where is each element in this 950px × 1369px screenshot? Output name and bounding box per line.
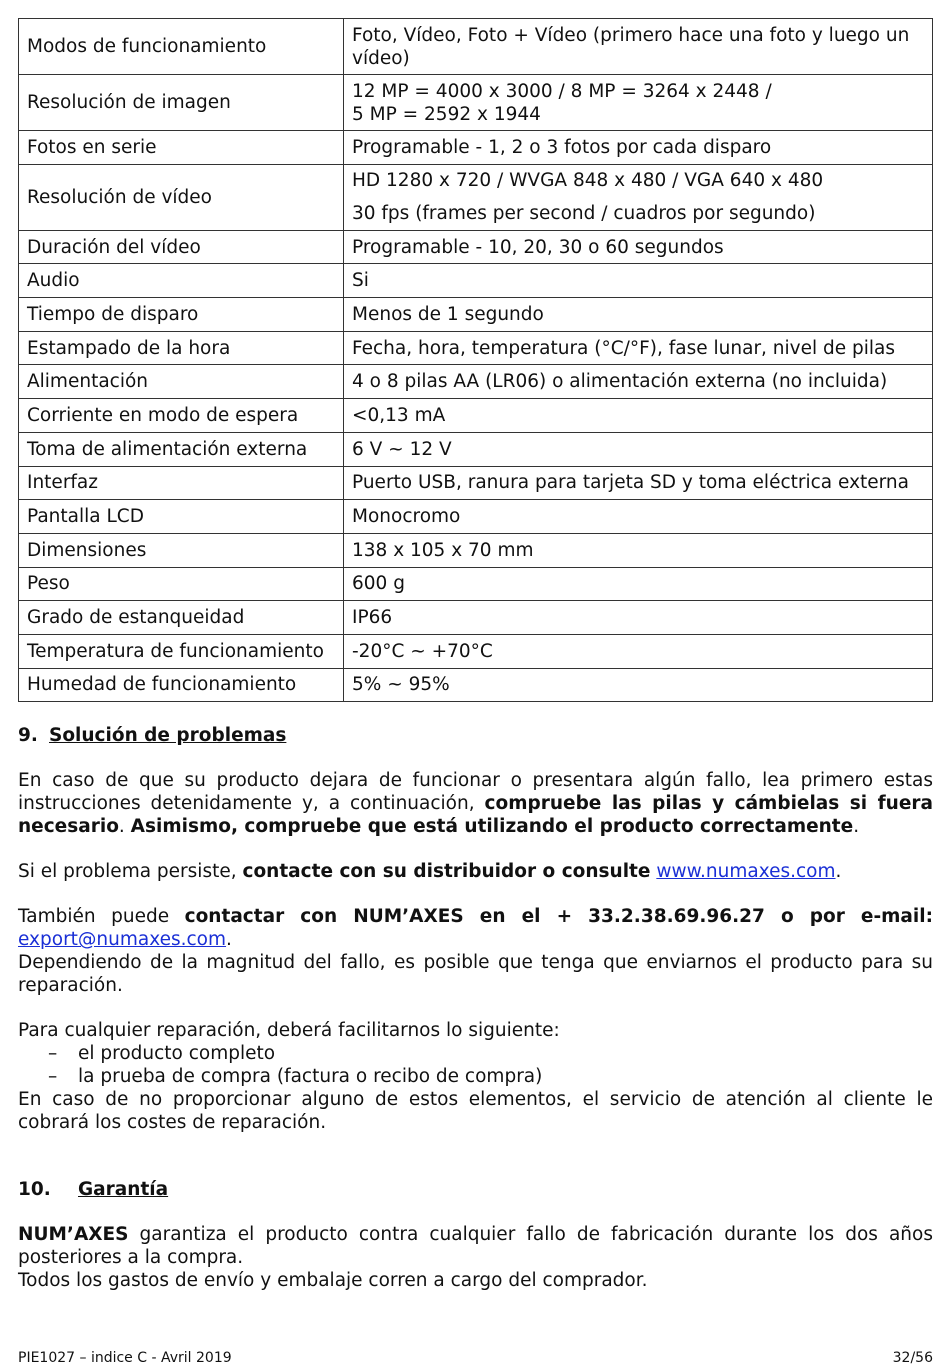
troubleshooting-paragraph-3 [18,905,933,951]
table-row [19,533,933,567]
table-row [19,264,933,298]
table-row [19,399,933,433]
spec-value [344,432,933,466]
spec-label: Alimentación [19,365,344,399]
list-item-text: el producto completo [78,1043,276,1065]
spec-value [344,365,933,399]
list-item [48,1042,933,1065]
table-row [19,19,933,75]
table-row [19,668,933,702]
page-number: 32/56 [892,1350,933,1366]
troubleshooting-paragraph-5: Para cualquier reparación, deberá facilitarnos lo siguiente: [18,1020,560,1042]
section-10-number: 10. [18,1179,51,1201]
text-run: . [118,816,131,838]
document-reference: PIE1027 – indice C - Avril 2019 [18,1350,232,1366]
spec-value-line: -20°C ~ +70°C [352,640,493,662]
spec-value-line: Programable - 1, 2 o 3 fotos por cada disparo [352,136,772,158]
table-row [19,601,933,635]
table-row [19,466,933,500]
repair-requirements-list [18,1042,933,1088]
spec-value [344,19,933,75]
spec-value-line: Foto, Vídeo, Foto + Vídeo (primero hace una foto y luego un vídeo) [352,24,910,69]
spec-value-line: 600 g [352,573,405,595]
table-row [19,500,933,534]
spec-label: Modos de funcionamiento [19,19,344,75]
list-item [48,1065,933,1088]
spec-value-line: Puerto USB, ranura para tarjeta SD y toma eléctrica externa [352,472,909,494]
spec-label: Pantalla LCD [19,500,344,534]
text-run: . [853,816,860,838]
spec-label: Tiempo de disparo [19,298,344,332]
spec-value-line: Programable - 10, 20, 30 o 60 segundos [352,236,724,258]
spec-label: Temperatura de funcionamiento [19,634,344,668]
bold-text-run: contactar con NUM’AXES en el + 33.2.38.69.96.27 o por e-mail: [184,906,933,928]
warranty-paragraph-1 [18,1223,933,1269]
website-link[interactable]: www.numaxes.com [656,861,836,883]
spec-value-line: 4 o 8 pilas AA (LR06) o alimentación externa (no incluida) [352,371,888,393]
spec-label: Duración del vídeo [19,230,344,264]
table-row [19,634,933,668]
bold-text-run: contacte con su distribuidor o consulte [242,861,651,883]
table-row [19,164,933,230]
spec-value [344,466,933,500]
table-row [19,331,933,365]
spec-value [344,500,933,534]
page-footer [18,1349,933,1367]
spec-value [344,264,933,298]
text-run: . [226,929,232,951]
bold-text-run: compruebe las pilas y cámbielas si fuera necesario [18,793,933,838]
spec-value [344,164,933,230]
spec-label: Resolución de imagen [19,75,344,131]
spec-label: Toma de alimentación externa [19,432,344,466]
spec-value-line: IP66 [352,607,393,629]
text-run: Si el problema persiste, [18,861,243,883]
text-run: En caso de que su producto dejara de funcionar o presentara algún fallo, lea primero estas instrucciones detenidamente y, a continuación, [18,770,933,815]
spec-label: Resolución de vídeo [19,164,344,230]
spec-value-line: 12 MP = 4000 x 3000 / 8 MP = 3264 x 2448 / [352,80,772,102]
section-9-heading [18,724,933,747]
table-row [19,131,933,165]
troubleshooting-paragraph-6: En caso de no proporcionar alguno de estos elementos, el servicio de atención al cliente le cobrará los costes de reparación. [18,1089,933,1134]
spec-value-line: HD 1280 x 720 / WVGA 848 x 480 / VGA 640 x 480 [352,170,824,192]
bold-text-run: Asimismo, compruebe que está utilizando el producto correctamente [130,816,854,838]
table-row [19,298,933,332]
spec-label: Estampado de la hora [19,331,344,365]
spec-value [344,75,933,131]
table-row [19,567,933,601]
text-run: . [835,861,842,883]
table-row [19,432,933,466]
spec-value-line: Menos de 1 segundo [352,303,544,325]
spec-value [344,668,933,702]
spec-value-line: Monocromo [352,506,461,528]
spec-label: Dimensiones [19,533,344,567]
spec-value-line: 138 x 105 x 70 mm [352,539,534,561]
spec-value-line: 6 V ~ 12 V [352,438,452,460]
spec-value [344,567,933,601]
spec-value [344,634,933,668]
spec-label: Humedad de funcionamiento [19,668,344,702]
spec-value-line: Si [352,270,369,292]
spec-label: Interfaz [19,466,344,500]
spec-value [344,399,933,433]
spec-value-line: 5 MP = 2592 x 1944 [352,103,541,125]
bold-text-run: NUM’AXES [18,1224,129,1246]
document-page [18,18,933,1292]
spec-label: Corriente en modo de espera [19,399,344,433]
specifications-table [18,18,933,702]
section-9-number: 9. [18,725,38,747]
troubleshooting-paragraph-2 [18,860,933,883]
spec-value [344,298,933,332]
spec-value [344,131,933,165]
spec-label: Audio [19,264,344,298]
spec-value-line: 5% ~ 95% [352,674,450,696]
email-link[interactable]: export@numaxes.com [18,929,227,951]
dash-marker: – [48,1043,58,1065]
spec-value-line: Fecha, hora, temperatura (°C/°F), fase lunar, nivel de pilas [352,337,896,359]
section-10-title: Garantía [78,1179,169,1201]
text-run: garantiza el producto contra cualquier fallo de fabricación durante los dos años posteriores a la compra. [18,1224,933,1269]
spec-value [344,533,933,567]
table-row [19,75,933,131]
table-row [19,230,933,264]
text-run: También puede [18,906,185,928]
spec-value-line: <0,13 mA [352,404,446,426]
dash-marker: – [48,1066,58,1088]
spec-value [344,230,933,264]
troubleshooting-paragraph-1 [18,769,933,838]
spec-label: Peso [19,567,344,601]
spec-value [344,331,933,365]
spec-label: Grado de estanqueidad [19,601,344,635]
troubleshooting-paragraph-4: Dependiendo de la magnitud del fallo, es posible que tenga que enviarnos el producto para su reparación. [18,952,933,997]
section-10-heading [18,1178,933,1201]
spec-value-line: 30 fps (frames per second / cuadros por segundo) [352,203,816,225]
spec-label: Fotos en serie [19,131,344,165]
warranty-paragraph-2: Todos los gastos de envío y embalaje corren a cargo del comprador. [18,1270,648,1292]
table-row [19,365,933,399]
list-item-text: la prueba de compra (factura o recibo de compra) [78,1066,543,1088]
section-9-title: Solución de problemas [49,725,287,747]
spec-value [344,601,933,635]
